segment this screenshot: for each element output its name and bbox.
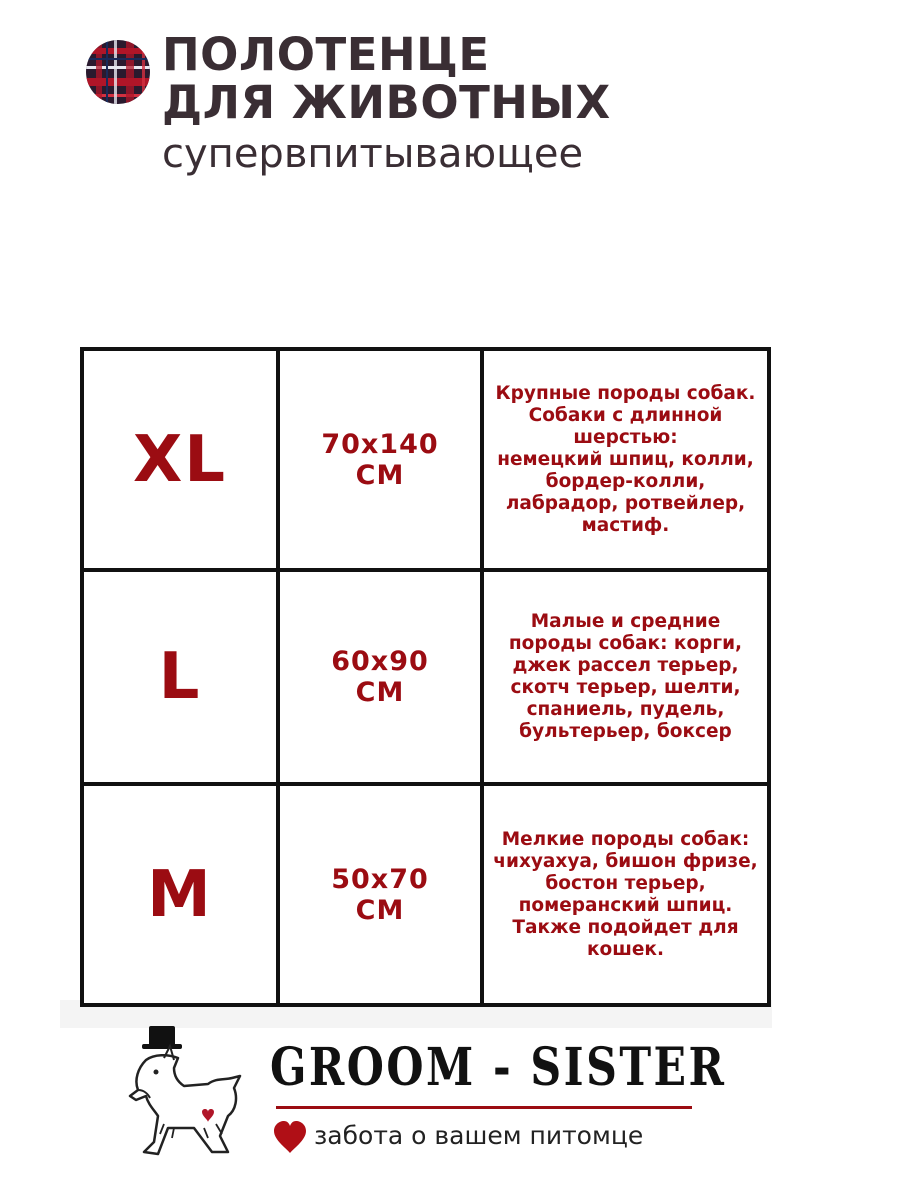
page-subtitle: супервпитывающее — [162, 131, 584, 177]
dimensions-cell — [278, 570, 482, 784]
description-cell — [482, 784, 769, 1005]
dimensions-value: 60x90 — [331, 646, 429, 677]
breed-description: Мелкие породы собак: чихуахуа, бишон фризе, бостон терьер, померанский шпиц. Также подойдет для кошек. — [493, 828, 758, 960]
size-label: XL — [132, 422, 228, 497]
heart-icon — [272, 1120, 308, 1156]
size-label: L — [158, 640, 202, 714]
dimensions-unit: СМ — [355, 459, 405, 491]
brand-tagline: забота о вашем питомце — [314, 1121, 644, 1150]
size-cell — [82, 349, 278, 570]
tartan-logo-icon — [86, 40, 150, 104]
size-table — [80, 347, 771, 1007]
breed-description: Малые и средние породы собак: корги, джек рассел терьер, скотч терьер, шелти, спаниель, пудель, бультерьер, боксер — [508, 611, 743, 742]
dimensions-cell — [278, 349, 482, 570]
dimensions-unit: СМ — [355, 894, 405, 926]
size-cell — [82, 570, 278, 784]
size-cell — [82, 784, 278, 1005]
table-row-m — [82, 784, 769, 1005]
dimensions-cell — [278, 784, 482, 1005]
dimensions-unit: СМ — [355, 677, 405, 708]
brand-divider — [276, 1106, 692, 1109]
dimensions-value: 50x70 — [331, 863, 429, 895]
size-label: M — [147, 857, 213, 932]
page-title-line-2: ДЛЯ ЖИВОТНЫХ — [162, 76, 611, 129]
description-cell — [482, 570, 769, 784]
page-title-line-1: ПОЛОТЕНЦЕ — [162, 28, 490, 81]
scottie-dog-logo-icon — [124, 1024, 254, 1164]
table-row-xl — [82, 349, 769, 570]
brand-name: GROOM - SISTER — [270, 1037, 727, 1098]
table-row-l — [82, 570, 769, 784]
dimensions-value: 70x140 — [321, 428, 439, 460]
description-cell — [482, 349, 769, 570]
breed-description: Крупные породы собак. Собаки с длинной шерстью: немецкий шпиц, колли, бордер-колли, лабрадор, ротвейлер, мастиф. — [495, 382, 756, 536]
